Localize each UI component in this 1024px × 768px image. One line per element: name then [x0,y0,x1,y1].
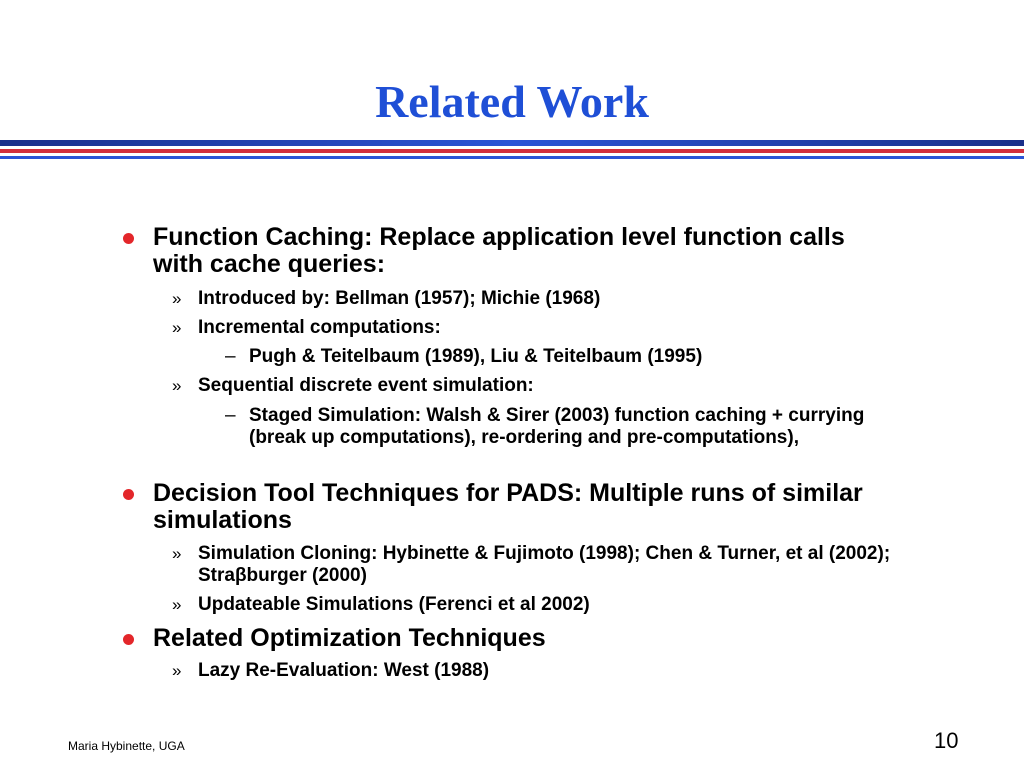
double-chevron-icon: » [172,595,182,614]
sub-bullet-text: Introduced by: Bellman (1957); Michie (1968) [198,288,601,309]
footer-author: Maria Hybinette, UGA [68,739,185,753]
bullet-dot-icon [123,634,134,645]
double-chevron-icon: » [172,376,182,395]
double-chevron-icon: » [172,544,182,563]
bullet-dot-icon [123,233,134,244]
sub-bullet [172,594,908,616]
sub-bullet-text: Simulation Cloning: Hybinette & Fujimoto (1998); Chen & Turner, et al (2002); Straβburger (2000) [198,543,891,586]
sub-bullet-text: Updateable Simulations (Ferenci et al 2002) [198,594,590,615]
sub-bullet [172,660,908,682]
sub-sub-bullet [225,405,899,449]
double-chevron-icon: » [172,289,182,308]
bullet-text: Decision Tool Techniques for PADS: Multiple runs of similar simulations [153,479,863,534]
bullet-dot-icon [123,489,134,500]
bullet-decision-tool [153,480,873,534]
sub-sub-bullet-text: Staged Simulation: Walsh & Sirer (2003) function caching + currying (break up computations), re-ordering and pre-computations), [249,405,865,448]
slide-title: Related Work [375,76,649,127]
dash-icon: – [225,346,236,367]
bullet-text: Function Caching: Replace application level function calls with cache queries: [153,223,845,278]
sub-bullet [172,543,908,587]
sub-bullet-text: Lazy Re-Evaluation: West (1988) [198,660,490,681]
double-chevron-icon: » [172,318,182,337]
bullet-related-optimization [153,625,898,652]
sub-bullet [172,375,908,397]
bullet-function-caching [153,224,898,278]
page-number: 10 [934,728,959,753]
dash-icon: – [225,405,236,426]
sub-sub-bullet-text: Pugh & Teitelbaum (1989), Liu & Teitelbaum (1995) [249,346,703,367]
sub-bullet [172,288,908,310]
sub-sub-bullet [225,346,909,368]
sub-bullet-text: Incremental computations: [198,317,441,338]
bullet-text: Related Optimization Techniques [153,624,546,652]
sub-bullet-text: Sequential discrete event simulation: [198,375,534,396]
double-chevron-icon: » [172,661,182,680]
sub-bullet [172,317,908,339]
